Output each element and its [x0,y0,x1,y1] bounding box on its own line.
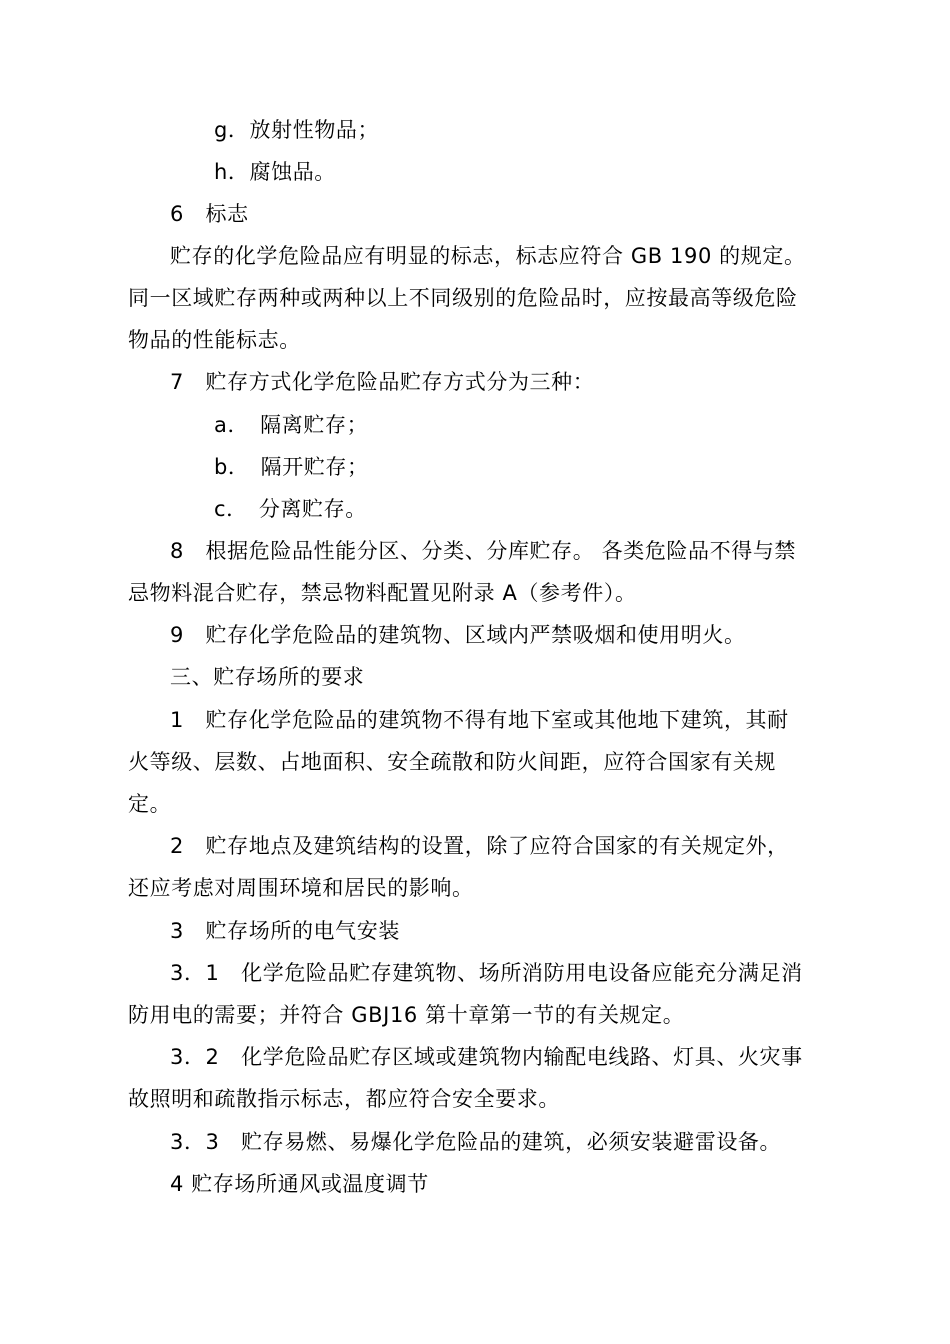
section-heading-4: 4 贮存场所通风或温度调节 [170,1172,429,1196]
section-heading-6: 6 标志 [170,202,249,226]
subsection-3-1: 3．1 化学危险品贮存建筑物、场所消防用电设备应能充分满足消 [170,961,803,985]
section-heading-2: 2 贮存地点及建筑结构的设置，除了应符合国家的有关规定外， [170,834,789,858]
list-item-a: a． 隔离贮存； [214,413,369,437]
paragraph-line: 忌物料混合贮存，禁忌物料配置见附录 A（参考件）。 [128,581,637,605]
paragraph-line: 贮存的化学危险品应有明显的标志，标志应符合 GB 190 的规定。 [170,244,806,268]
paragraph-line: 防用电的需要；并符合 GBJ16 第十章第一节的有关规定。 [128,1003,685,1027]
paragraph-line: 物品的性能标志。 [128,328,301,352]
paragraph-line: 故照明和疏散指示标志，都应符合安全要求。 [128,1087,560,1111]
section-heading-3: 3 贮存场所的电气安装 [170,919,400,943]
paragraph-line: 同一区域贮存两种或两种以上不同级别的危险品时，应按最高等级危险 [128,286,798,310]
paragraph-line: 火等级、层数、占地面积、安全疏散和防火间距，应符合国家有关规 [128,750,776,774]
paragraph-line: 还应考虑对周围环境和居民的影响。 [128,876,474,900]
section-heading-7: 7 贮存方式化学危险品贮存方式分为三种： [170,370,595,394]
list-item-h: h．腐蚀品。 [214,160,336,184]
chapter-heading: 三、贮存场所的要求 [170,665,365,689]
list-item-g: g．放射性物品； [214,118,380,142]
subsection-3-3: 3．3 贮存易燃、易爆化学危险品的建筑，必须安装避雷设备。 [170,1130,782,1154]
list-item-c: c． 分离贮存。 [214,497,367,521]
subsection-3-2: 3．2 化学危险品贮存区域或建筑物内输配电线路、灯具、火灾事 [170,1045,803,1069]
list-item-b: b． 隔开贮存； [214,455,369,479]
paragraph-line: 定。 [128,792,172,816]
section-heading-9: 9 贮存化学危险品的建筑物、区域内严禁吸烟和使用明火。 [170,623,746,647]
section-heading-8: 8 根据危险品性能分区、分类、分库贮存。 各类危险品不得与禁 [170,539,797,563]
section-heading-1: 1 贮存化学危险品的建筑物不得有地下室或其他地下建筑，其耐 [170,708,789,732]
